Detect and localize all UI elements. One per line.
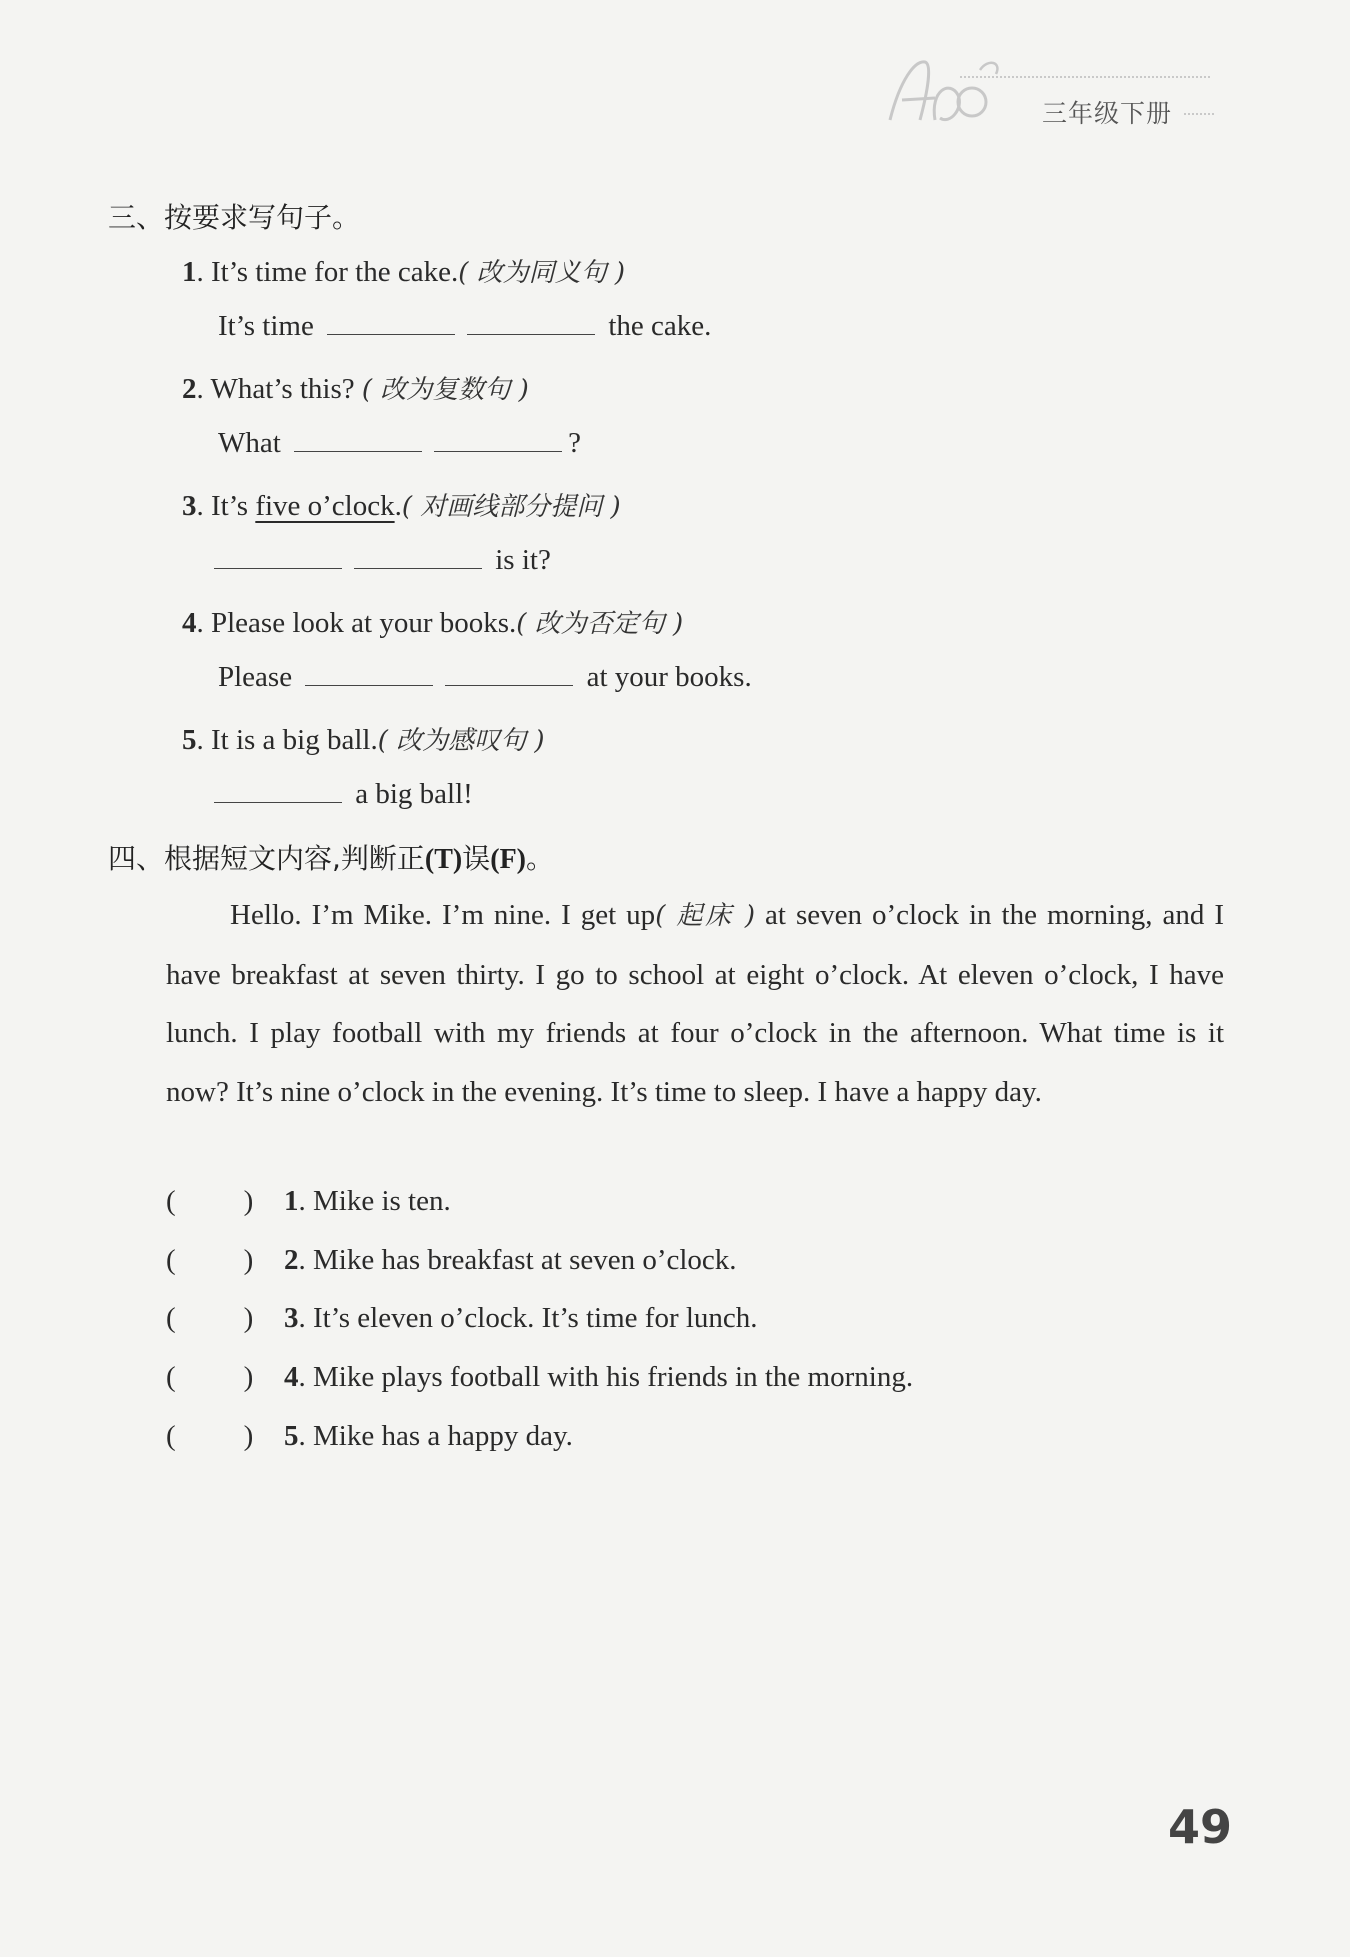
true-mark: (T) [424,844,463,875]
item-sentence-end: . [394,490,402,522]
item-sentence: . Please look at your books. [196,607,517,639]
s3-item-5-question [182,720,545,757]
section-3-title: 三、按要求写句子。 [108,201,361,234]
answer-blank[interactable] [305,661,433,686]
s3-item-2-answer [218,427,581,460]
judge-item [166,1244,737,1277]
answer-parentheses[interactable]: ( ) [166,1302,254,1334]
item-sentence: . It’s [196,490,256,522]
s3-item-4-answer [218,661,752,694]
passage-text: Hello. I’m Mike. I’m nine. I get up [230,899,656,931]
answer-blank[interactable] [294,427,422,452]
judge-item [166,1361,913,1394]
s3-item-4-question [182,603,683,640]
answer-prefix: Please [218,661,293,693]
item-number: 2 [182,373,197,405]
item-number: 5 [284,1420,299,1452]
answer-suffix: ? [568,427,581,459]
s3-item-1-question [182,252,625,289]
answer-suffix: at your books. [586,661,752,693]
item-statement: . Mike plays football with his friends in the morning. [298,1361,914,1393]
title-text: 四、根据短文内容,判断正 [108,842,425,875]
s3-item-2-question [182,369,529,406]
item-statement: . It’s eleven o’clock. It’s time for lunch. [298,1302,758,1334]
header-dotted-rule-short [1184,113,1214,115]
header-dotted-rule [960,76,1210,78]
title-text: 。 [526,842,555,875]
answer-blank[interactable] [467,310,595,335]
answer-suffix: the cake. [608,310,712,342]
answer-blank[interactable] [214,544,342,569]
item-number: 2 [284,1244,299,1276]
answer-blank[interactable] [445,661,573,686]
item-statement: . Mike has a happy day. [298,1420,573,1452]
item-number: 1 [284,1185,299,1217]
answer-suffix: is it? [495,544,551,576]
reading-passage [166,886,1224,1121]
answer-blank[interactable] [214,778,342,803]
s3-item-3-answer [214,544,551,577]
s3-item-3-question [182,486,621,523]
item-statement: . Mike is ten. [298,1185,451,1217]
answer-prefix: It’s time [218,310,314,342]
item-statement: . Mike has breakfast at seven o’clock. [298,1244,737,1276]
judge-item [166,1185,451,1218]
passage-gloss: ( 起床 ) [655,901,756,931]
answer-parentheses[interactable]: ( ) [166,1185,254,1217]
answer-suffix: a big ball! [355,778,473,810]
item-number: 3 [182,490,197,522]
false-mark: (F) [490,844,527,875]
answer-parentheses[interactable]: ( ) [166,1361,254,1393]
item-instruction: ( 对画线部分提问 ) [401,492,621,522]
item-sentence: . It’s time for the cake. [196,256,459,288]
answer-blank[interactable] [354,544,482,569]
page-number: 49 [1168,1800,1233,1854]
s3-item-5-answer [214,778,473,811]
series-logo-icon [880,50,1020,135]
item-instruction: ( 改为感叹句 ) [377,726,545,756]
item-instruction: ( 改为否定句 ) [516,609,684,639]
underlined-phrase: five o’clock [255,490,395,522]
item-instruction: ( 改为同义句 ) [458,258,626,288]
s3-item-1-answer [218,310,711,343]
item-number: 4 [182,607,197,639]
title-text: 误 [462,842,491,875]
answer-parentheses[interactable]: ( ) [166,1244,254,1276]
answer-blank[interactable] [434,427,562,452]
section-4-title [108,837,554,877]
item-sentence: . It is a big ball. [196,724,378,756]
answer-parentheses[interactable]: ( ) [166,1420,254,1452]
passage-text: at seven o’clock in the morning, and I have breakfast at seven thirty. I go to school at eight o’clock. At eleven o’clock, I have lunch. I play football with my friends at four o’clock in the afternoon. What time is it now? It’s nine o’clock in the evening. It’s time to sleep. I have a happy day. [166,899,1225,1108]
item-number: 1 [182,256,197,288]
item-instruction: ( 改为复数句 ) [361,375,529,405]
answer-prefix: What [218,427,281,459]
item-number: 3 [284,1302,299,1334]
grade-label: 三年级下册 [1042,99,1173,128]
item-sentence: . What’s this? [196,373,355,405]
judge-item [166,1302,758,1335]
answer-blank[interactable] [327,310,455,335]
judge-item [166,1420,573,1453]
item-number: 5 [182,724,197,756]
item-number: 4 [284,1361,299,1393]
